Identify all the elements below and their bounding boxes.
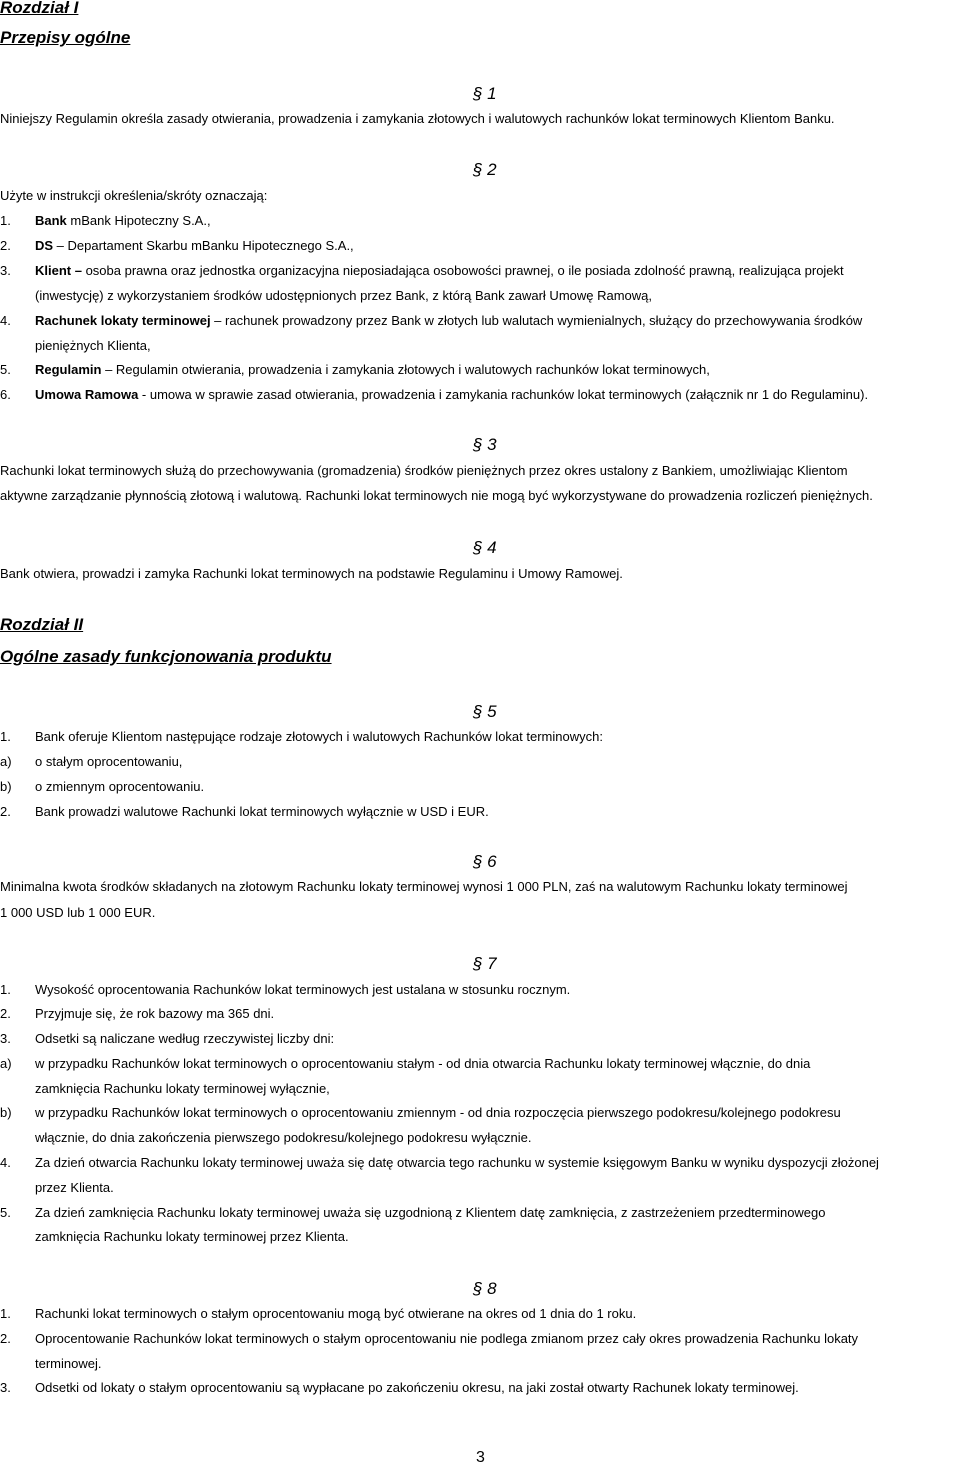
chapter-title: Rozdział II bbox=[0, 615, 84, 634]
section-mark: § 7 bbox=[473, 954, 497, 973]
list-item: w przypadku Rachunków lokat terminowych o oprocentowaniu zmiennym - od dnia rozpoczęcia pierwszego podokresu/kolejnego podokresu bbox=[35, 1105, 841, 1120]
definition: – Departament Skarbu mBanku Hipotecznego S.A., bbox=[53, 238, 354, 253]
list-item: Przyjmuje się, że rok bazowy ma 365 dni. bbox=[35, 1006, 275, 1021]
list-item: Odsetki od lokaty o stałym oprocentowaniu są wypłacane po zakończeniu okresu, na jaki został otwarty Rachunek lokaty terminowej. bbox=[35, 1380, 799, 1395]
list-item: Bank prowadzi walutowe Rachunki lokat terminowych wyłącznie w USD i EUR. bbox=[35, 804, 489, 819]
paragraph-line: Rachunki lokat terminowych służą do przechowywania (gromadzenia) środków pieniężnych przez okres ustalony z Bankiem, umożliwiając Klientom bbox=[0, 463, 848, 478]
list-item: Bank oferuje Klientom następujące rodzaje złotowych i walutowych Rachunków lokat terminowych: bbox=[35, 729, 603, 744]
list-number: 3. bbox=[0, 263, 11, 278]
paragraph: Bank otwiera, prowadzi i zamyka Rachunki lokat terminowych na podstawie Regulaminu i Umowy Ramowej. bbox=[0, 566, 623, 581]
list-number: 1. bbox=[0, 729, 11, 744]
section-mark: § 3 bbox=[473, 435, 497, 454]
term: Umowa Ramowa bbox=[35, 387, 139, 402]
list-number: 2. bbox=[0, 238, 11, 253]
list-item: Wysokość oprocentowania Rachunków lokat terminowych jest ustalana w stosunku rocznym. bbox=[35, 982, 571, 997]
section-mark: § 8 bbox=[473, 1279, 497, 1298]
list-item-continuation: włącznie, do dnia zakończenia pierwszego podokresu/kolejnego podokresu wyłącznie. bbox=[35, 1130, 532, 1145]
list-item: o stałym oprocentowaniu, bbox=[35, 754, 183, 769]
definition: - umowa w sprawie zasad otwierania, prowadzenia i zamykania rachunków lokat terminowych (załącznik nr 1 do Regulaminu). bbox=[138, 387, 869, 402]
section-mark: § 5 bbox=[473, 702, 497, 721]
list-number: 1. bbox=[0, 213, 11, 228]
list-number: b) bbox=[0, 1105, 12, 1120]
list-item-continuation: pieniężnych Klienta, bbox=[35, 338, 151, 353]
term: Rachunek lokaty terminowej bbox=[35, 313, 211, 328]
section-mark: § 2 bbox=[473, 160, 497, 179]
paragraph: Niniejszy Regulamin określa zasady otwierania, prowadzenia i zamykania złotowych i walutowych rachunków lokat terminowych Klientom Banku. bbox=[0, 111, 835, 126]
list-number: 1. bbox=[0, 982, 11, 997]
term: DS bbox=[35, 238, 54, 253]
list-number: 3. bbox=[0, 1031, 11, 1046]
list-number: 4. bbox=[0, 1155, 11, 1170]
list-number: 1. bbox=[0, 1306, 11, 1321]
list-number: 2. bbox=[0, 1006, 11, 1021]
list-item bbox=[35, 213, 211, 229]
list-item: Za dzień zamknięcia Rachunku lokaty terminowej uważa się uzgodnioną z Klientem datę zamknięcia, z zastrzeżeniem przedterminowego bbox=[35, 1205, 826, 1220]
list-item: Rachunki lokat terminowych o stałym oprocentowaniu mogą być otwierane na okres od 1 dnia do 1 roku. bbox=[35, 1306, 637, 1321]
list-item-continuation: terminowej. bbox=[35, 1356, 102, 1371]
list-item-continuation: zamknięcia Rachunku lokaty terminowej przez Klienta. bbox=[35, 1229, 349, 1244]
list-item-continuation: (inwestycję) z wykorzystaniem środków udostępnionych przez Bank, z którą Bank zawarł Umowę Ramową, bbox=[35, 288, 653, 303]
section-mark: § 6 bbox=[473, 852, 497, 871]
definition: – Regulamin otwierania, prowadzenia i zamykania złotowych i walutowych rachunków lokat terminowych, bbox=[101, 362, 710, 377]
section-mark: § 1 bbox=[473, 84, 497, 103]
list-item bbox=[35, 362, 710, 378]
list-item: Za dzień otwarcia Rachunku lokaty terminowej uważa się datę otwarcia tego rachunku w systemie księgowym Banku w wyniku dyspozycji złożonej bbox=[35, 1155, 879, 1170]
paragraph-line: aktywne zarządzanie płynnością złotową i walutową. Rachunki lokat terminowych nie mogą być wykorzystywane do prowadzenia rozliczeń pieniężnych. bbox=[0, 488, 873, 503]
list-item-continuation: przez Klienta. bbox=[35, 1180, 114, 1195]
list-number: 5. bbox=[0, 1205, 11, 1220]
list-item bbox=[35, 238, 354, 254]
chapter-subtitle: Przepisy ogólne bbox=[0, 28, 131, 47]
chapter-title: Rozdział I bbox=[0, 0, 79, 17]
paragraph-line: 1 000 USD lub 1 000 EUR. bbox=[0, 905, 156, 920]
definition: – rachunek prowadzony przez Bank w złotych lub walutach wymienialnych, służący do przechowywania środków bbox=[210, 313, 863, 328]
list-item bbox=[35, 313, 862, 329]
paragraph-line: Minimalna kwota środków składanych na złotowym Rachunku lokaty terminowej wynosi 1 000 PLN, zaś na walutowym Rachunku lokaty terminowej bbox=[0, 879, 848, 894]
list-number: a) bbox=[0, 1056, 12, 1071]
list-number: 2. bbox=[0, 1331, 11, 1346]
list-number: 2. bbox=[0, 804, 11, 819]
list-number: 4. bbox=[0, 313, 11, 328]
list-number: 5. bbox=[0, 362, 11, 377]
list-item: o zmiennym oprocentowaniu. bbox=[35, 779, 205, 794]
list-item bbox=[35, 263, 844, 279]
list-number: 3. bbox=[0, 1380, 11, 1395]
list-item bbox=[35, 387, 868, 403]
list-number: 6. bbox=[0, 387, 11, 402]
definition: osoba prawna oraz jednostka organizacyjna nieposiadająca osobowości prawnej, o ile posiada zdolność prawną, realizująca projekt bbox=[81, 263, 844, 278]
list-number: a) bbox=[0, 754, 12, 769]
list-item-continuation: zamknięcia Rachunku lokaty terminowej wyłącznie, bbox=[35, 1081, 330, 1096]
list-item: Odsetki są naliczane według rzeczywistej liczby dni: bbox=[35, 1031, 335, 1046]
definition: mBank Hipoteczny S.A., bbox=[66, 213, 211, 228]
page-number: 3 bbox=[476, 1449, 485, 1466]
term: Regulamin bbox=[35, 362, 102, 377]
term: Klient – bbox=[35, 263, 82, 278]
section-mark: § 4 bbox=[473, 538, 497, 557]
list-item: Oprocentowanie Rachunków lokat terminowych o stałym oprocentowaniu nie podlega zmianom przez cały okres prowadzenia Rachunku lokaty bbox=[35, 1331, 859, 1346]
list-item: w przypadku Rachunków lokat terminowych o oprocentowaniu stałym - od dnia otwarcia Rachunku lokaty terminowej włącznie, do dnia bbox=[35, 1056, 811, 1071]
chapter-subtitle: Ogólne zasady funkcjonowania produktu bbox=[0, 647, 332, 666]
term: Bank bbox=[35, 213, 67, 228]
list-number: b) bbox=[0, 779, 12, 794]
paragraph: Użyte w instrukcji określenia/skróty oznaczają: bbox=[0, 188, 268, 203]
